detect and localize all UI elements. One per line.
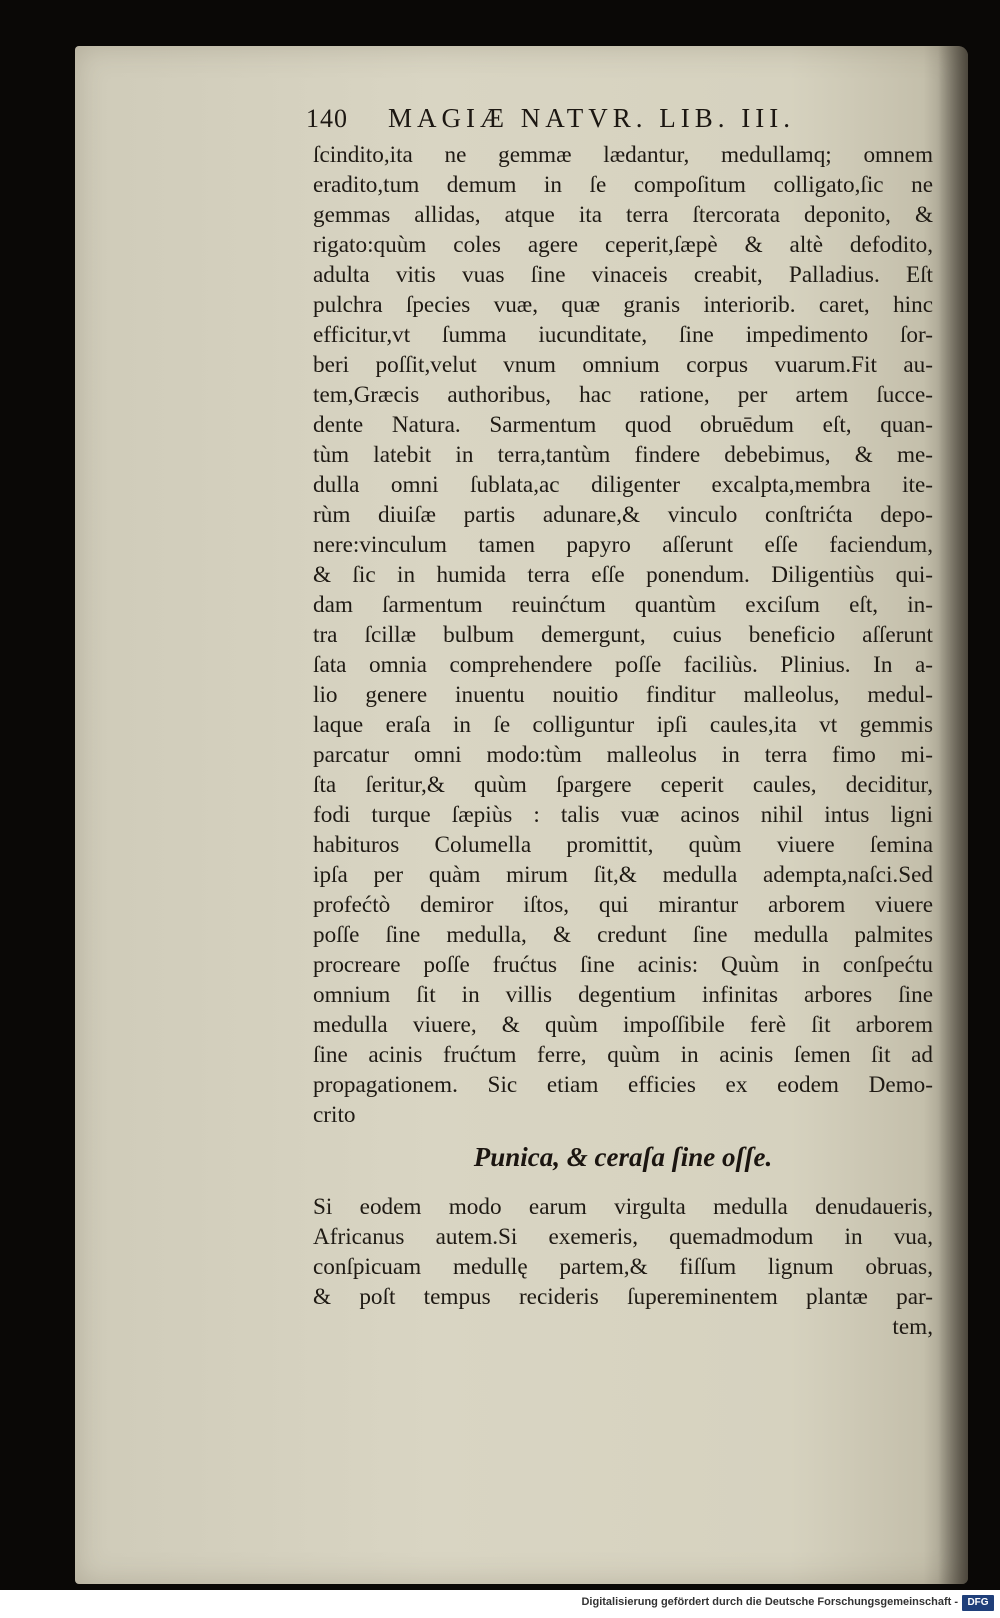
text-line: eradito,tum demum in ſe compoſitum colligato,ſic ne bbox=[313, 172, 933, 198]
text-line: tem,Græcis authoribus, hac ratione, per artem ſucce- bbox=[313, 382, 933, 408]
text-line: medulla viuere, & quùm impoſſibile ferè ſit arborem bbox=[313, 1012, 933, 1038]
text-line: nere:vinculum tamen papyro aſſerunt eſſe faciendum, bbox=[313, 532, 933, 558]
text-line: efficitur,vt ſumma iucunditate, ſine impedimento ſor- bbox=[313, 322, 933, 348]
digitization-footer bbox=[0, 1590, 1000, 1618]
text-line: adulta vitis vuas ſine vinaceis creabit, Palladius. Eſt bbox=[313, 262, 933, 288]
page-edge-shadow bbox=[938, 46, 968, 1584]
text-line: crito bbox=[313, 1102, 356, 1128]
text-line: Si eodem modo earum virgulta medulla denudaueris, bbox=[313, 1194, 933, 1220]
text-line: gemmas allidas, atque ita terra ſtercorata deponito, & bbox=[313, 202, 933, 228]
text-line: conſpicuam medullę partem,& fiſſum lignum obruas, bbox=[313, 1254, 933, 1280]
text-line: habituros Columella promittit, quùm viuere ſemina bbox=[313, 832, 933, 858]
text-line: ſta ſeritur,& quùm ſpargere ceperit caules, deciditur, bbox=[313, 772, 933, 798]
text-line: parcatur omni modo:tùm malleolus in terra fimo mi- bbox=[313, 742, 933, 768]
funding-credit: Digitalisierung gefördert durch die Deutsche Forschungsgemeinschaft - bbox=[581, 1596, 958, 1608]
text-line: dulla omni ſublata,ac diligenter excalpta,membra ite- bbox=[313, 472, 933, 498]
dfg-logo-icon: DFG bbox=[962, 1595, 994, 1611]
text-line: beri poſſit,velut vnum omnium corpus vuarum.Fit au- bbox=[313, 352, 933, 378]
running-title: MAGIÆ NATVR. LIB. III. bbox=[388, 103, 795, 133]
text-line: rùm diuiſæ partis adunare,& vinculo conſtrićta depo- bbox=[313, 502, 933, 528]
text-line: profećtò demiror iſtos, qui mirantur arborem viuere bbox=[313, 892, 933, 918]
text-line: ſcindito,ita ne gemmæ lædantur, medullamq; omnem bbox=[313, 142, 933, 168]
text-line: ſata omnia comprehendere poſſe faciliùs. Plinius. In a- bbox=[313, 652, 933, 678]
text-line: tùm latebit in terra,tantùm findere debebimus, & me- bbox=[313, 442, 933, 468]
text-line: procreare poſſe frućtus ſine acinis: Quùm in conſpećtu bbox=[313, 952, 933, 978]
text-line: laque eraſa in ſe colliguntur ipſi caules,ita vt gemmis bbox=[313, 712, 933, 738]
text-line: tem, bbox=[892, 1314, 933, 1340]
running-head bbox=[306, 103, 866, 139]
text-line: & poſt tempus recideris ſupereminentem plantæ par- bbox=[313, 1284, 933, 1310]
page-number: 140 bbox=[306, 104, 348, 133]
text-line: ſine acinis frućtum ferre, quùm in acinis ſemen ſit ad bbox=[313, 1042, 933, 1068]
text-line: Africanus autem.Si exemeris, quemadmodum in vua, bbox=[313, 1224, 933, 1250]
text-line: dam ſarmentum reuinćtum quantùm exciſum eſt, in- bbox=[313, 592, 933, 618]
text-line: propagationem. Sic etiam efficies ex eodem Demo- bbox=[313, 1072, 933, 1098]
text-line: & ſic in humida terra eſſe ponendum. Diligentiùs qui- bbox=[313, 562, 933, 588]
section-text-block bbox=[313, 1192, 933, 1342]
text-line: dente Natura. Sarmentum quod obruēdum eſt, quan- bbox=[313, 412, 933, 438]
text-line: ipſa per quàm mirum ſit,& medulla adempta,naſci.Sed bbox=[313, 862, 933, 888]
text-line: tra ſcillæ bulbum demergunt, cuius beneficio aſſerunt bbox=[313, 622, 933, 648]
text-line: rigato:quùm coles agere ceperit,ſæpè & altè defodito, bbox=[313, 232, 933, 258]
main-text-block bbox=[313, 140, 933, 1130]
text-line: omnium ſit in villis degentium infinitas arbores ſine bbox=[313, 982, 933, 1008]
text-line: fodi turque ſæpiùs : talis vuæ acinos nihil intus ligni bbox=[313, 802, 933, 828]
text-line: poſſe ſine medulla, & credunt ſine medulla palmites bbox=[313, 922, 933, 948]
text-line: pulchra ſpecies vuæ, quæ granis interiorib. caret, hinc bbox=[313, 292, 933, 318]
text-line: lio genere inuentu nouitio finditur malleolus, medul- bbox=[313, 682, 933, 708]
section-heading: Punica, & ceraſa ſine oſſe. bbox=[473, 1142, 773, 1172]
